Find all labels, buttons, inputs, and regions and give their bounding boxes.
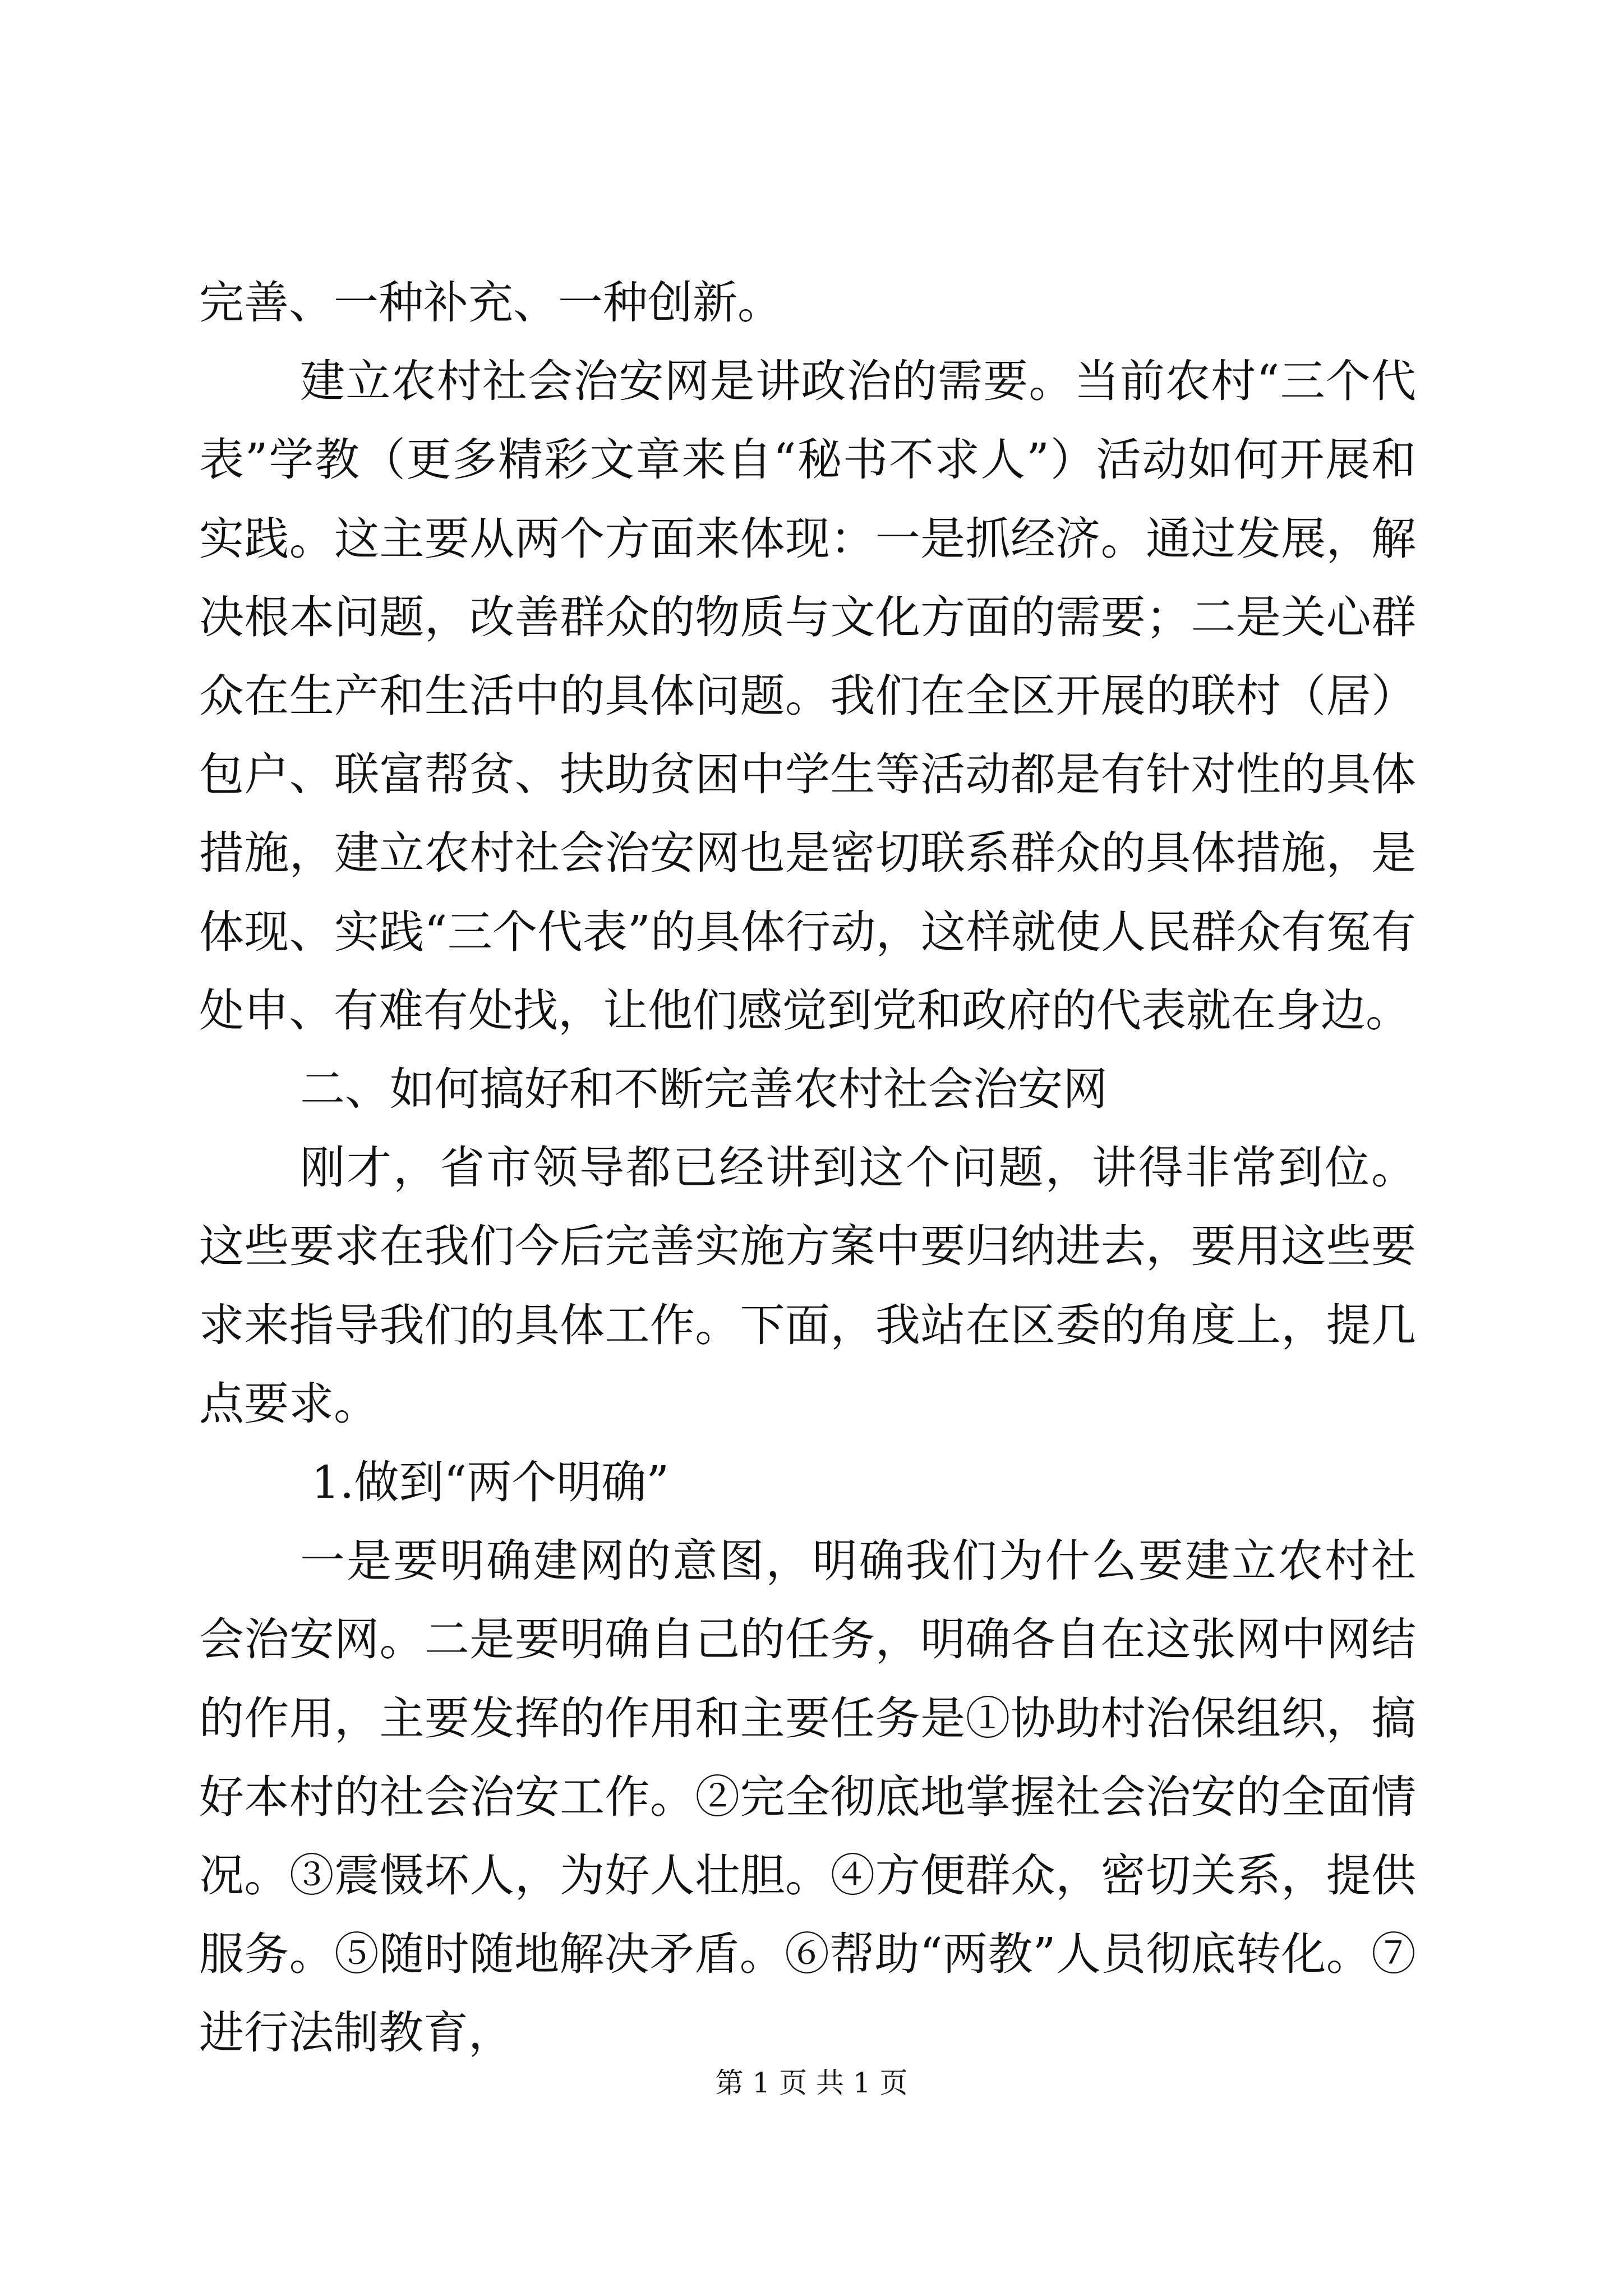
section-heading: 二、如何搞好和不断完善农村社会治安网 xyxy=(300,1063,1108,1116)
paragraph-continuation: 完善、一种补充、一种创新。 xyxy=(199,277,782,329)
paragraph-leader-requirements: 刚才，省市领导都已经讲到这个问题，讲得非常到位。这些要求在我们今后完善实施方案中要归纳进去，要用这些要求来指导我们的具体工作。下面，我站在区委的角度上，提几点要求。 xyxy=(199,1142,1416,1430)
paragraph-political-need: 建立农村社会治安网是讲政治的需要。当前农村“三个代表”学教（更多精彩文章来自“秘书不求人”）活动如何开展和实践。这主要从两个方面来体现：一是抓经济。通过发展，解决根本问题，改善群众的物质与文化方面的需要；二是关心群众在生产和生活中的具体问题。我们在全区开展的联村（居）包户、联富帮贫、扶助贫困中学生等活动都是有针对性的具体措施，建立农村社会治安网也是密切联系群众的具体措施，是体现、实践“三个代表”的具体行动，这样就使人民群众有冤有处申、有难有处找，让他们感觉到党和政府的代表就在身边。 xyxy=(199,355,1416,1037)
page-footer: 第 1 页 共 1 页 xyxy=(715,2067,908,2099)
subsection-heading: 1.做到“两个明确” xyxy=(311,1456,670,1509)
paragraph-two-clarities: 一是要明确建网的意图，明确我们为什么要建立农村社会治安网。二是要明确自己的任务，明确各自在这张网中网结的作用，主要发挥的作用和主要任务是①协助村治保组织，搞好本村的社会治安工作。②完全彻底地掌握社会治安的全面情况。③震慑坏人，为好人壮胆。④方便群众，密切关系，提供服务。⑤随时随地解决矛盾。⑥帮助“两教”人员彻底转化。⑦进行法制教育， xyxy=(199,1535,1416,2059)
document-body xyxy=(199,264,1416,2073)
